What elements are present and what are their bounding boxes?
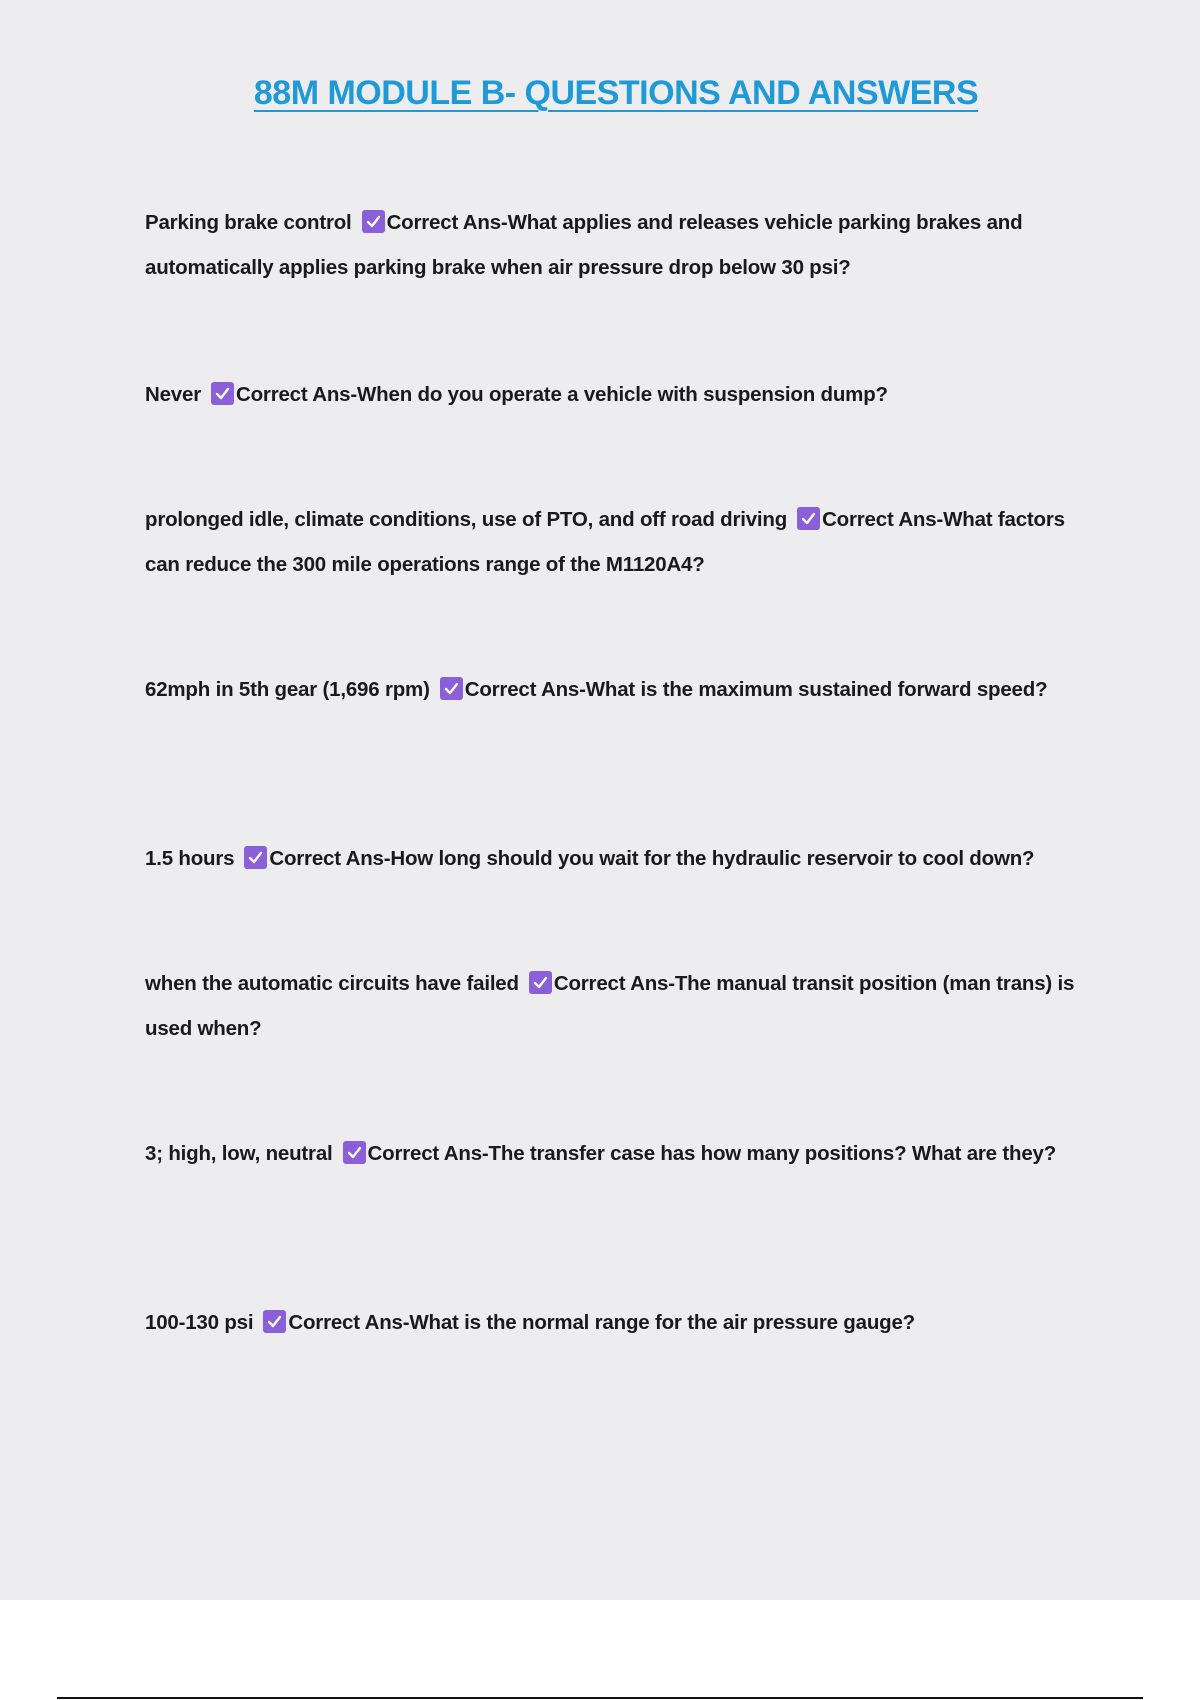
qa-item (145, 1131, 1080, 1176)
checkbox-checked-icon (244, 846, 267, 869)
answer-text: 3; high, low, neutral (145, 1142, 333, 1165)
qa-item (145, 836, 1080, 881)
question-text: What applies and releases vehicle parking brakes and automatically applies parking brake when air pressure drop below 30 psi? (145, 211, 1023, 279)
answer-separator: Correct Ans- (269, 847, 391, 870)
checkbox-checked-icon (797, 507, 820, 530)
answer-separator: Correct Ans- (553, 972, 675, 995)
checkbox-checked-icon (362, 210, 385, 233)
answer-text: 1.5 hours (145, 847, 235, 870)
checkbox-checked-icon (211, 382, 234, 405)
qa-item (145, 497, 1080, 587)
answer-text: Parking brake control (145, 211, 352, 234)
question-text: What is the normal range for the air pressure gauge? (409, 1311, 915, 1334)
qa-item (145, 1300, 1080, 1345)
answer-text: Never (145, 383, 201, 406)
checkbox-checked-icon (529, 971, 552, 994)
question-text: The manual transit position (man trans) is used when? (145, 972, 1075, 1040)
footer-divider (57, 1697, 1143, 1699)
qa-item (145, 200, 1080, 290)
question-text: When do you operate a vehicle with suspension dump? (357, 383, 888, 406)
question-text: What is the maximum sustained forward speed? (585, 678, 1048, 701)
answer-separator: Correct Ans- (464, 678, 586, 701)
qa-item (145, 372, 1080, 417)
question-text: What factors can reduce the 300 mile operations range of the M1120A4? (145, 508, 1065, 576)
checkbox-checked-icon (440, 677, 463, 700)
answer-separator: Correct Ans- (367, 1142, 489, 1165)
document-title: 88M MODULE B- QUESTIONS AND ANSWERS (253, 74, 979, 112)
qa-item (145, 961, 1080, 1051)
answer-text: prolonged idle, climate conditions, use of PTO, and off road driving (145, 508, 788, 531)
checkbox-checked-icon (343, 1141, 366, 1164)
answer-separator: Correct Ans- (236, 383, 358, 406)
checkbox-checked-icon (263, 1310, 286, 1333)
question-text: The transfer case has how many positions? What are they? (488, 1142, 1057, 1165)
qa-item (145, 667, 1080, 712)
answer-separator: Correct Ans- (822, 508, 944, 531)
answer-separator: Correct Ans- (288, 1311, 410, 1334)
answer-text: 62mph in 5th gear (1,696 rpm) (145, 678, 430, 701)
question-text: How long should you wait for the hydraulic reservoir to cool down? (390, 847, 1035, 870)
answer-text: 100-130 psi (145, 1311, 254, 1334)
answer-separator: Correct Ans- (386, 211, 508, 234)
answer-text: when the automatic circuits have failed (145, 972, 519, 995)
